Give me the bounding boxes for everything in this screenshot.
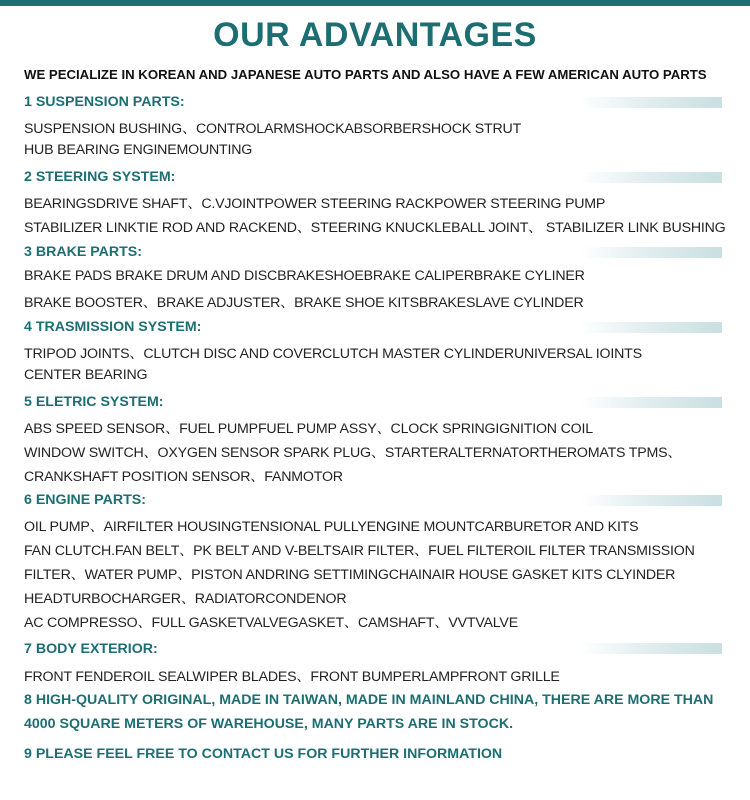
section-line: ABS SPEED SENSOR、FUEL PUMPFUEL PUMP ASSY、CLOCK SPRINGIGNITION COIL <box>24 421 593 437</box>
section-heading-electric: 5 ELETRIC SYSTEM: <box>24 394 164 410</box>
section-heading-engine: 6 ENGINE PARTS: <box>24 492 146 508</box>
top-accent-bar <box>0 0 750 6</box>
section-line: HUB BEARING ENGINEMOUNTING <box>24 142 253 158</box>
section-line: OIL PUMP、AIRFILTER HOUSINGTENSIONAL PULLYENGINE MOUNTCARBURETOR AND KITS <box>24 519 639 535</box>
heading-stripe <box>580 322 722 333</box>
note-contact: 9 PLEASE FEEL FREE TO CONTACT US FOR FURTHER INFORMATION <box>24 746 503 762</box>
section-line: BRAKE BOOSTER、BRAKE ADJUSTER、BRAKE SHOE KITSBRAKESLAVE CYLINDER <box>24 295 584 311</box>
section-line: WINDOW SWITCH、OXYGEN SENSOR SPARK PLUG、STARTERALTERNATORTHEROMATS TPMS、 <box>24 445 682 461</box>
section-line: TRIPOD JOINTS、CLUTCH DISC AND COVERCLUTCH MASTER CYLINDERUNIVERSAL IOINTS <box>24 346 642 362</box>
section-line: FRONT FENDEROIL SEALWIPER BLADES、FRONT BUMPERLAMPFRONT GRILLE <box>24 669 560 685</box>
heading-stripe <box>580 495 722 506</box>
page-title: OUR ADVANTAGES <box>213 16 537 54</box>
heading-stripe <box>580 172 722 183</box>
section-line: CRANKSHAFT POSITION SENSOR、FANMOTOR <box>24 469 343 485</box>
section-line: HEADTURBOCHARGER、RADIATORCONDENOR <box>24 591 347 607</box>
section-line: STABILIZER LINKTIE ROD AND RACKEND、STEERING KNUCKLEBALL JOINT、 STABILIZER LINK BUSHING <box>24 220 726 236</box>
section-line: FILTER、WATER PUMP、PISTON ANDRING SETTIMINGCHAINAIR HOUSE GASKET KITS CLYINDER <box>24 567 676 583</box>
section-heading-transmission: 4 TRASMISSION SYSTEM: <box>24 319 202 335</box>
section-heading-suspension: 1 SUSPENSION PARTS: <box>24 94 185 110</box>
note-warehouse: 8 HIGH-QUALITY ORIGINAL, MADE IN TAIWAN, MADE IN MAINLAND CHINA, THERE ARE MORE THAN 4000 SQUARE METERS OF WAREHOUSE, MANY PARTS ARE IN STOCK. <box>24 692 714 732</box>
heading-stripe <box>580 643 722 654</box>
section-heading-steering: 2 STEERING SYSTEM: <box>24 169 176 185</box>
section-line: BEARINGSDRIVE SHAFT、C.VJOINTPOWER STEERING RACKPOWER STEERING PUMP <box>24 196 606 212</box>
intro-text: WE PECIALIZE IN KOREAN AND JAPANESE AUTO PARTS AND ALSO HAVE A FEW AMERICAN AUTO PARTS <box>24 67 707 82</box>
heading-stripe <box>580 397 722 408</box>
section-line: FAN CLUTCH.FAN BELT、PK BELT AND V-BELTSAIR FILTER、FUEL FILTEROIL FILTER TRANSMISSION <box>24 543 695 559</box>
section-heading-brake: 3 BRAKE PARTS: <box>24 244 142 260</box>
section-line: AC COMPRESSO、FULL GASKETVALVEGASKET、CAMSHAFT、VVTVALVE <box>24 615 518 631</box>
section-line: CENTER BEARING <box>24 367 148 383</box>
section-line: SUSPENSION BUSHING、CONTROLARMSHOCKABSORBERSHOCK STRUT <box>24 121 522 137</box>
heading-stripe <box>580 97 722 108</box>
section-line: BRAKE PADS BRAKE DRUM AND DISCBRAKESHOEBRAKE CALIPERBRAKE CYLINER <box>24 268 585 284</box>
section-heading-body-exterior: 7 BODY EXTERIOR: <box>24 641 158 657</box>
heading-stripe <box>580 247 722 258</box>
